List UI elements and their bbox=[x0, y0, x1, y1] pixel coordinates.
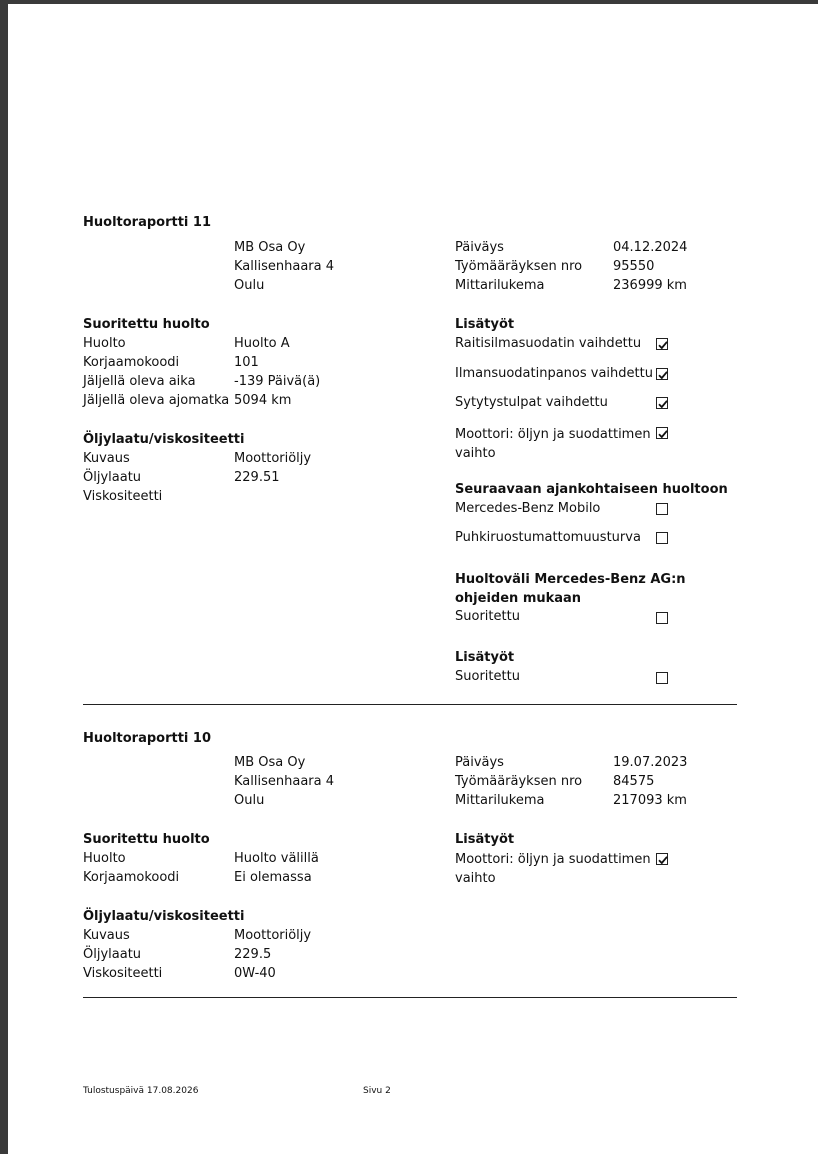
date-value: 04.12.2024 bbox=[613, 240, 688, 255]
dealer-street: Kallisenhaara 4 bbox=[234, 259, 334, 274]
checkbox-checked[interactable] bbox=[656, 397, 668, 409]
service-type-label: Huolto bbox=[83, 851, 126, 866]
interval-item-label: Suoritettu bbox=[455, 609, 520, 624]
odometer-value: 236999 km bbox=[613, 278, 687, 293]
extra-item-label: Moottori: öljyn ja suodattimen vaihto bbox=[455, 427, 651, 461]
service-heading: Suoritettu huolto bbox=[83, 832, 210, 847]
oil-heading: Öljylaatu/viskositeetti bbox=[83, 432, 245, 447]
checkbox-unchecked[interactable] bbox=[656, 672, 668, 684]
extra-work-heading-2: Lisätyöt bbox=[455, 650, 515, 665]
extra-item-label: Raitisilmasuodatin vaihdettu bbox=[455, 336, 642, 351]
section-divider bbox=[83, 997, 737, 998]
next-item-label: Puhkiruostumattomuusturva bbox=[455, 530, 641, 545]
work-order-label: Työmääräyksen nro bbox=[455, 774, 583, 789]
page-number: Sivu 2 bbox=[363, 1086, 391, 1096]
report-title: Huoltoraportti 11 bbox=[83, 215, 212, 230]
oil-quality-value: 229.5 bbox=[234, 947, 272, 962]
service-heading: Suoritettu huolto bbox=[83, 317, 210, 332]
date-label: Päiväys bbox=[455, 755, 504, 770]
service-type-label: Huolto bbox=[83, 336, 126, 351]
extra-item-label: Sytytystulpat vaihdettu bbox=[455, 395, 608, 410]
workshop-code-value: 101 bbox=[234, 355, 259, 370]
dealer-city: Oulu bbox=[234, 278, 265, 293]
work-order-value: 84575 bbox=[613, 774, 655, 789]
checkbox-unchecked[interactable] bbox=[656, 503, 668, 515]
extra-item-label: Moottori: öljyn ja suodattimen vaihto bbox=[455, 852, 651, 886]
workshop-code-label: Korjaamokoodi bbox=[83, 355, 180, 370]
print-date: Tulostuspäivä 17.08.2026 bbox=[83, 1086, 199, 1096]
remaining-distance-label: Jäljellä oleva ajomatka bbox=[83, 393, 230, 408]
checkbox-unchecked[interactable] bbox=[656, 532, 668, 544]
extra2-item-label: Suoritettu bbox=[455, 669, 520, 684]
viscosity-label: Viskositeetti bbox=[83, 966, 163, 981]
service-type-value: Huolto A bbox=[234, 336, 290, 351]
viscosity-value: 0W-40 bbox=[234, 966, 276, 981]
workshop-code-value: Ei olemassa bbox=[234, 870, 312, 885]
oil-quality-label: Öljylaatu bbox=[83, 947, 142, 962]
oil-heading: Öljylaatu/viskositeetti bbox=[83, 909, 245, 924]
oil-quality-label: Öljylaatu bbox=[83, 470, 142, 485]
dealer-street: Kallisenhaara 4 bbox=[234, 774, 334, 789]
remaining-distance-value: 5094 km bbox=[234, 393, 292, 408]
work-order-label: Työmääräyksen nro bbox=[455, 259, 583, 274]
service-type-value: Huolto välillä bbox=[234, 851, 319, 866]
next-service-heading: Seuraavaan ajankohtaiseen huoltoon bbox=[455, 482, 728, 497]
extra-work-heading: Lisätyöt bbox=[455, 317, 515, 332]
oil-description-label: Kuvaus bbox=[83, 928, 130, 943]
checkbox-checked[interactable] bbox=[656, 338, 668, 350]
extra-work-heading: Lisätyöt bbox=[455, 832, 515, 847]
next-item-label: Mercedes-Benz Mobilo bbox=[455, 501, 601, 516]
checkbox-checked[interactable] bbox=[656, 853, 668, 865]
odometer-value: 217093 km bbox=[613, 793, 687, 808]
checkbox-checked[interactable] bbox=[656, 368, 668, 380]
dealer-city: Oulu bbox=[234, 793, 265, 808]
remaining-time-label: Jäljellä oleva aika bbox=[83, 374, 196, 389]
extra-item-label: Ilmansuodatinpanos vaihdettu bbox=[455, 366, 653, 381]
viscosity-label: Viskositeetti bbox=[83, 489, 163, 504]
dealer-name: MB Osa Oy bbox=[234, 240, 306, 255]
interval-heading: Huoltoväli Mercedes-Benz AG:n ohjeiden mukaan bbox=[455, 572, 686, 606]
checkbox-checked[interactable] bbox=[656, 427, 668, 439]
checkbox-unchecked[interactable] bbox=[656, 612, 668, 624]
section-divider bbox=[83, 704, 737, 705]
oil-description-value: Moottoriöljy bbox=[234, 451, 312, 466]
report-title: Huoltoraportti 10 bbox=[83, 731, 212, 746]
oil-description-label: Kuvaus bbox=[83, 451, 130, 466]
odometer-label: Mittarilukema bbox=[455, 278, 545, 293]
document-page bbox=[8, 4, 818, 1154]
date-label: Päiväys bbox=[455, 240, 504, 255]
work-order-value: 95550 bbox=[613, 259, 655, 274]
oil-quality-value: 229.51 bbox=[234, 470, 280, 485]
date-value: 19.07.2023 bbox=[613, 755, 688, 770]
oil-description-value: Moottoriöljy bbox=[234, 928, 312, 943]
workshop-code-label: Korjaamokoodi bbox=[83, 870, 180, 885]
dealer-name: MB Osa Oy bbox=[234, 755, 306, 770]
remaining-time-value: -139 Päivä(ä) bbox=[234, 374, 321, 389]
odometer-label: Mittarilukema bbox=[455, 793, 545, 808]
